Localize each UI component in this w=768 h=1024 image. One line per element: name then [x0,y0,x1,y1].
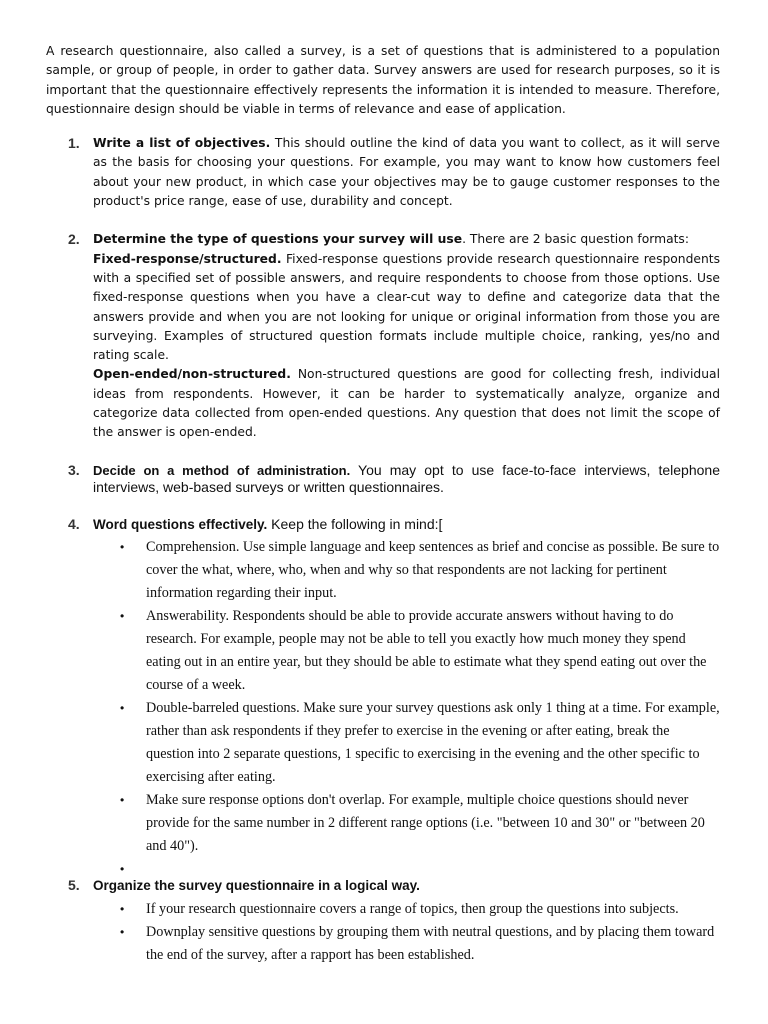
item-text: You may opt to use face-to-face interviews, telephone interviews, web-based surveys or written questionnaires. [93,461,720,495]
bullet-list-organize [46,898,720,967]
bullet-item: • Make sure response options don't overlap. For example, multiple choice questions should never provide for the same number in 2 different range options (i.e. "between 10 and 30" or "between 20 and 40"). [146,789,720,858]
item-number: 4. [68,515,80,532]
item-text: This should outline the kind of data you want to collect, as it will serve as the basis for choosing your questions. For example, you may want to know how customers feel about your new product, in which case your objectives may be to gauge customer responses to the product's price range, ease of use, durability and concept. [93,136,720,209]
bullet-item: • Double-barreled questions. Make sure your survey questions ask only 1 thing at a time. For example, rather than ask respondents if they prefer to exercise in the evening or after eating, break the question into 2 separate questions, 1 specific to exercising in the evening and the other specific to exercising after eating. [146,697,720,789]
item-heading: Decide on a method of administration. [93,462,351,478]
item-number: 2. [68,231,80,248]
intro-paragraph: A research questionnaire, also called a survey, is a set of questions that is administered to a population sample, or group of people, in order to gather data. Survey answers are used for research purposes, so it is important that the questionnaire effectively represents the information it is intended to measure. Therefore, questionnaire design should be viable in terms of relevance and ease of application. [46,44,720,116]
item-number: 1. [68,135,80,152]
item-heading: Word questions effectively. [93,516,268,532]
list-item-5 [46,876,720,895]
sub-heading: Fixed-response/structured. [93,251,282,266]
sub-text: Non-structured questions are good for collecting fresh, individual ideas from respondents. However, it can be harder to systematically analyze, organize and categorize data collected from open-ended questions. Any question that does not limit the scope of the answer is open-ended. [93,367,720,440]
bullet-item: • Downplay sensitive questions by grouping them with neutral questions, and by placing them toward the end of the survey, after a rapport has been established. [146,921,720,967]
item-text: . There are 2 basic question formats: [462,232,689,247]
list-item-1 [46,134,720,211]
sub-heading: Open-ended/non-structured. [93,367,291,382]
list-item-4 [46,515,720,534]
item-heading: Determine the type of questions your survey will use [93,232,463,247]
item-heading: Write a list of objectives. [93,136,271,151]
item-text: Keep the following in mind:[ [267,515,443,532]
bullet-list-word-questions [46,536,720,874]
item-number: 3. [68,461,80,478]
item-number: 5. [68,876,80,893]
list-item-2 [46,230,720,442]
document-page [46,42,720,967]
bullet-item: • Answerability. Respondents should be able to provide accurate answers without having to do research. For example, people may not be able to tell you exactly how much money they spend eating out in an entire year, but they should be able to estimate what they spend eating out over the course of a week. [146,605,720,697]
bullet-item: • If your research questionnaire covers a range of topics, then group the questions into subjects. [146,898,720,921]
list-item-3 [46,462,720,495]
item-heading: Organize the survey questionnaire in a logical way. [93,877,420,893]
sub-paragraph-open-ended [93,365,720,442]
sub-text: Fixed-response questions provide research questionnaire respondents with a specified set of possible answers, and require respondents to choose from those options. Use fixed-response questions when you have a clear-cut way to define and categorize data that the answers provide and when you are not looking for unique or original information from those you are surveying. Examples of structured question formats include multiple choice, ranking, yes/no and rating scale. [93,251,720,363]
bullet-item: • Comprehension. Use simple language and keep sentences as brief and concise as possible. Be sure to cover the what, where, who, when and why so that respondents are not lacking for pertinent information regarding their input. [146,536,720,605]
bullet-item-empty [146,858,720,874]
sub-paragraph-fixed-response [93,250,720,366]
